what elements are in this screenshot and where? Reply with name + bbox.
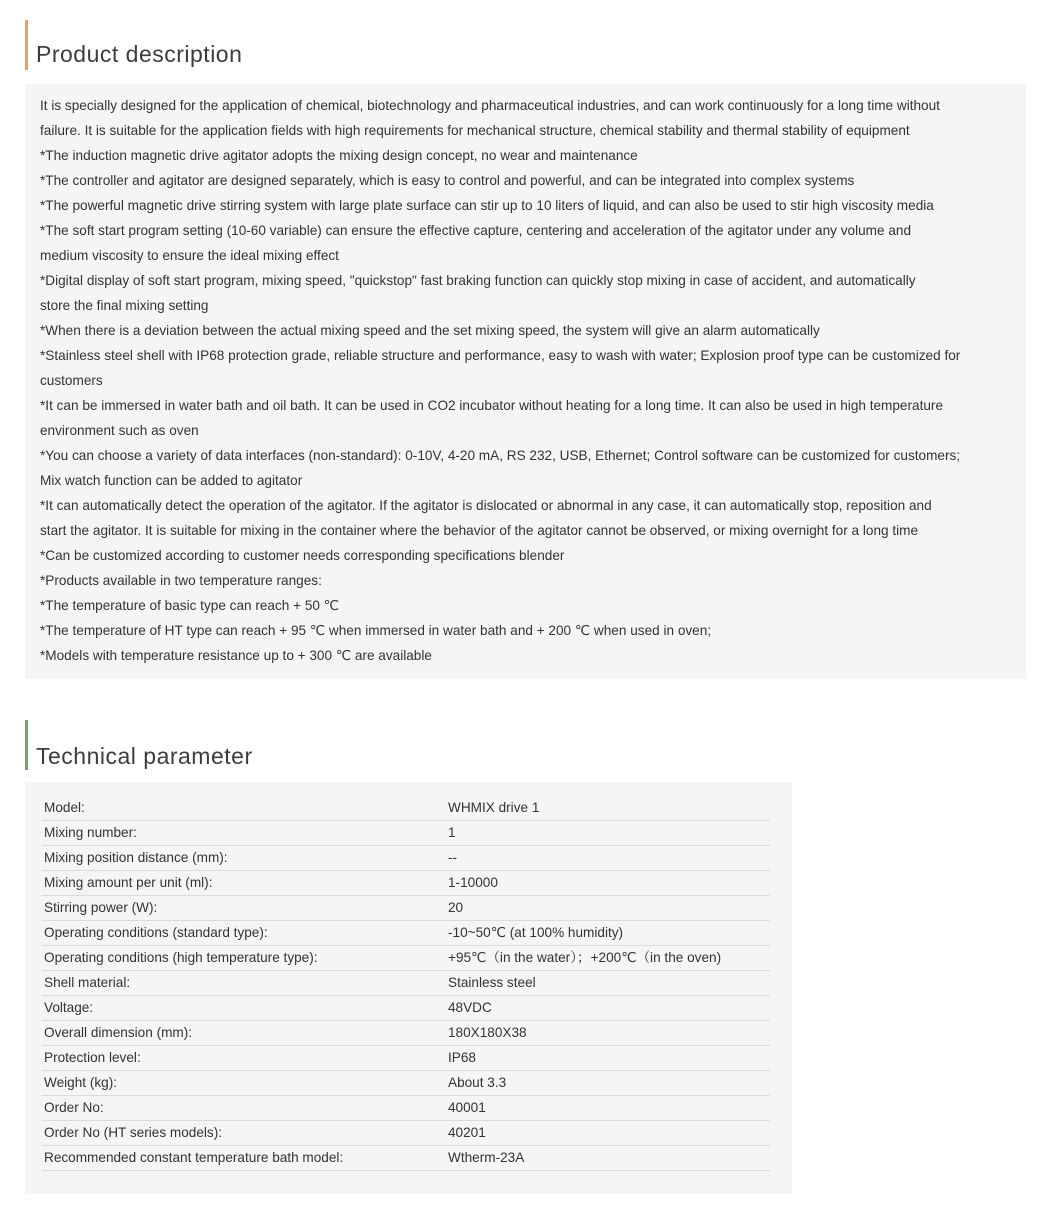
parameter-label: Order No (HT series models): <box>44 1125 223 1140</box>
product-description-title: Product description <box>25 20 242 70</box>
description-line: *Stainless steel shell with IP68 protection grade, reliable structure and performance, easy to wash with water; Explosion proof type can be customized for <box>40 348 961 363</box>
technical-parameter-table <box>25 782 792 1194</box>
description-line: *It can automatically detect the operation of the agitator. If the agitator is dislocated or abnormal in any case, it can automatically stop, reposition and <box>40 498 932 513</box>
description-line: *When there is a deviation between the actual mixing speed and the set mixing speed, the system will give an alarm automatically <box>40 323 820 338</box>
parameter-label: Mixing amount per unit (ml): <box>44 875 213 890</box>
technical-parameter-title: Technical parameter <box>25 720 253 770</box>
description-line: *It can be immersed in water bath and oil bath. It can be used in CO2 incubator without heating for a long time. It can also be used in high temperature <box>40 398 944 413</box>
description-line: *The induction magnetic drive agitator adopts the mixing design concept, no wear and maintenance <box>40 148 638 163</box>
parameter-value: 20 <box>448 900 464 915</box>
parameter-label: Protection level: <box>44 1050 141 1065</box>
parameter-row <box>42 871 770 896</box>
parameter-value: WHMIX drive 1 <box>448 800 540 815</box>
description-line: customers <box>40 373 103 388</box>
parameter-label: Overall dimension (mm): <box>44 1025 193 1040</box>
parameter-label: Shell material: <box>44 975 131 990</box>
parameter-value: +95℃（in the water）；+200℃（in the oven) <box>448 950 722 965</box>
parameter-row <box>42 896 770 921</box>
parameter-label: Model: <box>44 800 85 815</box>
description-line: *The soft start program setting (10-60 variable) can ensure the effective capture, centering and acceleration of the agitator under any volume and <box>40 223 912 238</box>
description-line: *Can be customized according to customer needs corresponding specifications blender <box>40 548 565 563</box>
parameter-row <box>42 1071 770 1096</box>
description-line: It is specially designed for the application of chemical, biotechnology and pharmaceutical industries, and can work continuously for a long time without <box>40 98 940 113</box>
description-line: environment such as oven <box>40 423 199 438</box>
parameter-row <box>42 821 770 846</box>
parameter-value: Stainless steel <box>448 975 536 990</box>
parameter-row <box>42 1146 770 1171</box>
description-line: *Digital display of soft start program, mixing speed, "quickstop" fast braking function can quickly stop mixing in case of accident, and automatically <box>40 273 916 288</box>
parameter-value: About 3.3 <box>448 1075 507 1090</box>
parameter-label: Weight (kg): <box>44 1075 118 1090</box>
parameter-value: -10~50℃ (at 100% humidity) <box>448 925 624 940</box>
description-line: start the agitator. It is suitable for mixing in the container where the behavior of the agitator cannot be observed, or mixing overnight for a long time <box>40 523 919 538</box>
parameter-label: Operating conditions (high temperature type): <box>44 950 318 965</box>
parameter-row <box>42 921 770 946</box>
description-line: failure. It is suitable for the application fields with high requirements for mechanical structure, chemical stability and thermal stability of equipment <box>40 123 910 138</box>
description-line: *The controller and agitator are designed separately, which is easy to control and powerful, and can be integrated into complex systems <box>40 173 855 188</box>
parameter-label: Mixing position distance (mm): <box>44 850 228 865</box>
parameter-row <box>42 1096 770 1121</box>
description-line: *You can choose a variety of data interfaces (non-standard): 0-10V, 4-20 mA, RS 232, USB, Ethernet; Control software can be customized for customers; <box>40 448 961 463</box>
parameter-value: 180X180X38 <box>448 1025 527 1040</box>
parameter-value: 1-10000 <box>448 875 498 890</box>
parameter-row <box>42 996 770 1021</box>
description-line: *Products available in two temperature ranges: <box>40 573 322 588</box>
parameter-row <box>42 946 770 971</box>
description-line: *Models with temperature resistance up to + 300 ℃ are available <box>40 648 432 663</box>
parameter-label: Stirring power (W): <box>44 900 158 915</box>
parameter-label: Voltage: <box>44 1000 94 1015</box>
description-line: medium viscosity to ensure the ideal mixing effect <box>40 248 339 263</box>
description-line: *The temperature of HT type can reach + 95 ℃ when immersed in water bath and + 200 ℃ when used in oven; <box>40 623 712 638</box>
parameter-row <box>42 796 770 821</box>
parameter-label: Recommended constant temperature bath model: <box>44 1150 344 1165</box>
parameter-label: Mixing number: <box>44 825 137 840</box>
parameter-value: Wtherm-23A <box>448 1150 525 1165</box>
parameter-value: 40001 <box>448 1100 486 1115</box>
parameter-value: -- <box>448 850 458 865</box>
parameter-value: 40201 <box>448 1125 486 1140</box>
parameter-row <box>42 971 770 996</box>
description-line: Mix watch function can be added to agitator <box>40 473 303 488</box>
parameter-label: Order No: <box>44 1100 104 1115</box>
description-line: *The powerful magnetic drive stirring system with large plate surface can stir up to 10 liters of liquid, and can also be used to stir high viscosity media <box>40 198 934 213</box>
parameter-label: Operating conditions (standard type): <box>44 925 268 940</box>
parameter-row <box>42 846 770 871</box>
description-line: store the final mixing setting <box>40 298 209 313</box>
description-line: *The temperature of basic type can reach + 50 ℃ <box>40 598 340 613</box>
parameter-value: 1 <box>448 825 456 840</box>
parameter-row <box>42 1046 770 1071</box>
parameter-value: 48VDC <box>448 1000 492 1015</box>
parameter-row <box>42 1021 770 1046</box>
parameter-row <box>42 1121 770 1146</box>
parameter-value: IP68 <box>448 1050 476 1065</box>
product-description-panel <box>25 84 1026 679</box>
